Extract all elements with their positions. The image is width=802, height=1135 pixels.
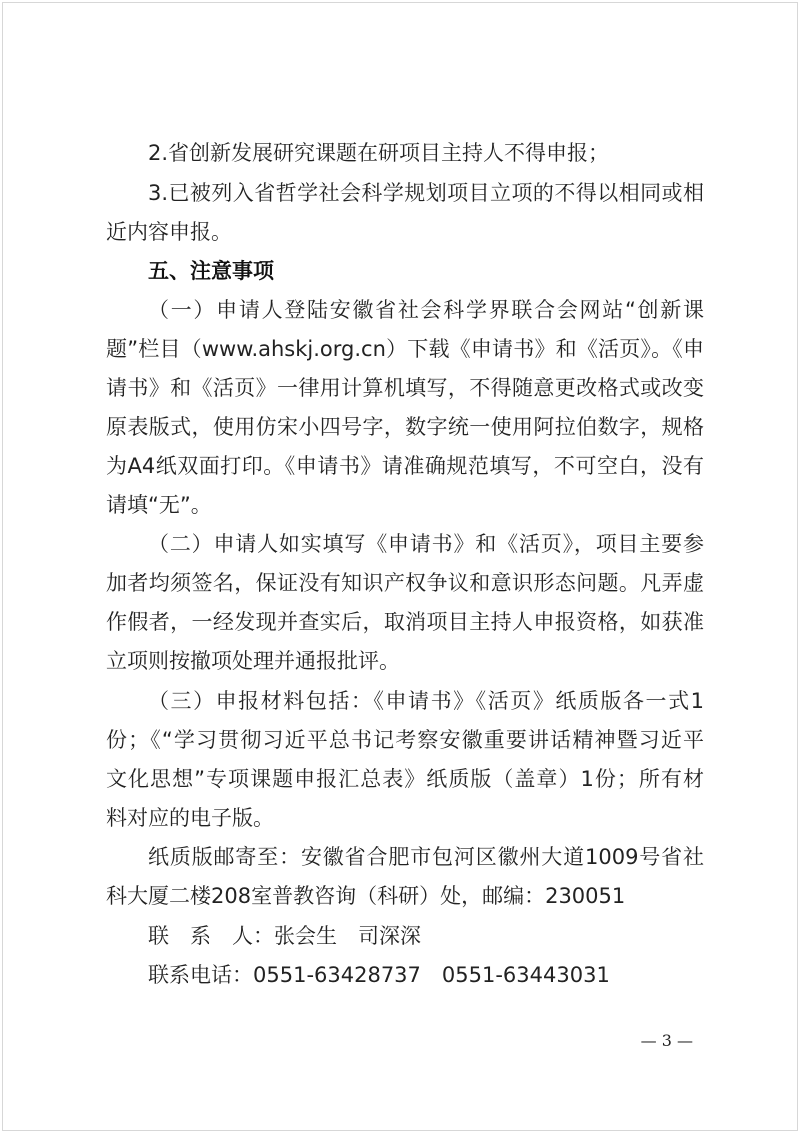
paragraph-line: 加者均须签名，保证没有知识产权争议和意识形态问题。凡弄虚 xyxy=(106,571,704,595)
paragraph-line: 文化思想”专项课题申报汇总表》纸质版（盖章）1份；所有材 xyxy=(106,767,704,791)
section-heading: 五、注意事项 xyxy=(148,259,274,283)
paragraph-line: 请填“无”。 xyxy=(106,493,212,517)
paragraph-line: 料对应的电子版。 xyxy=(106,806,274,830)
paragraph-line: 请书》和《活页》一律用计算机填写，不得随意更改格式或改变 xyxy=(106,376,704,400)
paragraph-line: 作假者，一经发现并查实后，取消项目主持人申报资格，如获准 xyxy=(106,610,704,634)
paragraph-line: 3.已被列入省哲学社会科学规划项目立项的不得以相同或相 xyxy=(148,181,704,205)
page-number: — 3 — xyxy=(640,1031,693,1050)
paragraph-line: （二）申请人如实填写《申请书》和《活页》，项目主要参 xyxy=(148,532,704,556)
contact-person-line: 联 系 人：张会生 司深深 xyxy=(148,924,421,948)
paragraph-line: 原表版式，使用仿宋小四号字，数字统一使用阿拉伯数字，规格 xyxy=(106,415,704,439)
paragraph-line: 科大厦二楼208室普教咨询（科研）处，邮编：230051 xyxy=(106,884,626,908)
paragraph-line: 题”栏目（www.ahskj.org.cn）下载《申请书》和《活页》。《申 xyxy=(106,337,704,361)
paragraph-line: 为A4纸双面打印。《申请书》请准确规范填写，不可空白，没有 xyxy=(106,454,704,478)
paragraph-line: 近内容申报。 xyxy=(106,220,232,244)
paragraph-line: 立项则按撤项处理并通报批评。 xyxy=(106,649,400,673)
paragraph-line: 份；《“学习贯彻习近平总书记考察安徽重要讲话精神暨习近平 xyxy=(106,728,704,752)
document-page xyxy=(2,2,798,1131)
paragraph-line: （三）申报材料包括：《申请书》《活页》纸质版各一式1 xyxy=(148,689,704,713)
paragraph-line: （一）申请人登陆安徽省社会科学界联合会网站“创新课 xyxy=(148,298,704,322)
paragraph-line: 纸质版邮寄至：安徽省合肥市包河区徽州大道1009号省社 xyxy=(148,845,704,869)
contact-phone-line: 联系电话：0551-63428737 0551-63443031 xyxy=(148,963,610,987)
paragraph-line: 2.省创新发展研究课题在研项目主持人不得申报； xyxy=(148,141,610,165)
